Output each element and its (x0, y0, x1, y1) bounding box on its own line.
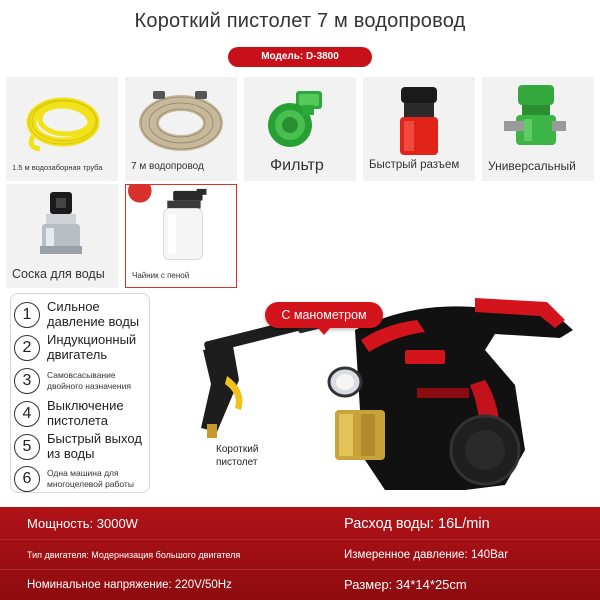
feature-item (14, 398, 150, 430)
spec-size: Размер: 34*14*25cm (344, 577, 467, 592)
short-gun-label (216, 443, 258, 469)
accessory-label: Быстрый разъем (369, 159, 460, 171)
short-gun-label-line2: пистолет (216, 457, 258, 468)
spec-rated-pressure: Измеренное давление: 140Bar (344, 549, 509, 561)
feature-item (14, 431, 150, 463)
accessory-label: 7 м водопровод (131, 161, 204, 172)
feature-text: Индукционный двигатель (47, 332, 137, 362)
feature-text: Выключение пистолета (47, 398, 124, 428)
feature-item (14, 332, 150, 364)
features-list (10, 293, 150, 493)
manometer-badge: С манометром (265, 302, 383, 328)
feature-number: 4 (14, 401, 40, 427)
accessory-tile-braided-hose (125, 77, 237, 181)
feature-item (14, 299, 150, 331)
feature-number: 6 (14, 466, 40, 492)
feature-text: Быстрый выход из воды (47, 431, 142, 461)
feature-number: 5 (14, 434, 40, 460)
feature-number: 2 (14, 335, 40, 361)
spec-row (0, 539, 600, 569)
page-title: Короткий пистолет 7 м водопровод (134, 10, 466, 32)
specs-band (0, 507, 600, 600)
feature-text: Сильное давление воды (47, 299, 140, 329)
feature-item (14, 365, 150, 397)
accessory-tile-intake-hose (6, 77, 118, 181)
model-badge: Модель: D-3800 (228, 47, 372, 67)
spec-motor-type: Тип двигателя: Модернизация большого двигателя (27, 550, 241, 560)
spray-gun-icon (201, 313, 320, 438)
feature-number: 3 (14, 368, 40, 394)
accessory-tile-quick-connector (363, 77, 475, 181)
spec-row (0, 509, 600, 539)
short-gun-label-line1: Короткий (216, 444, 259, 455)
feature-item (14, 463, 150, 495)
accessory-label: Чайник с пеной (132, 271, 190, 280)
accessory-tile-foam-bottle (125, 184, 237, 288)
accessory-tile-water-nipple (6, 184, 118, 288)
spec-flow: Расход воды: 16L/min (344, 516, 490, 532)
accessory-label: Фильтр (270, 157, 324, 174)
spec-voltage: Номинальное напряжение: 220V/50Hz (27, 579, 232, 591)
feature-text: Одна машина для многоцелевой работы (47, 468, 134, 489)
accessory-label: Универсальный (488, 159, 576, 173)
accessory-tile-filter (244, 77, 356, 181)
accessory-label: Соска для воды (12, 267, 105, 281)
feature-text: Самовсасывание двойного назначения (47, 370, 131, 391)
spec-power: Мощность: 3000W (27, 516, 138, 531)
spec-row (0, 569, 600, 599)
accessory-label: 1.5 м водозаборная труба (12, 163, 103, 172)
feature-number: 1 (14, 302, 40, 328)
accessory-tile-universal (482, 77, 594, 181)
